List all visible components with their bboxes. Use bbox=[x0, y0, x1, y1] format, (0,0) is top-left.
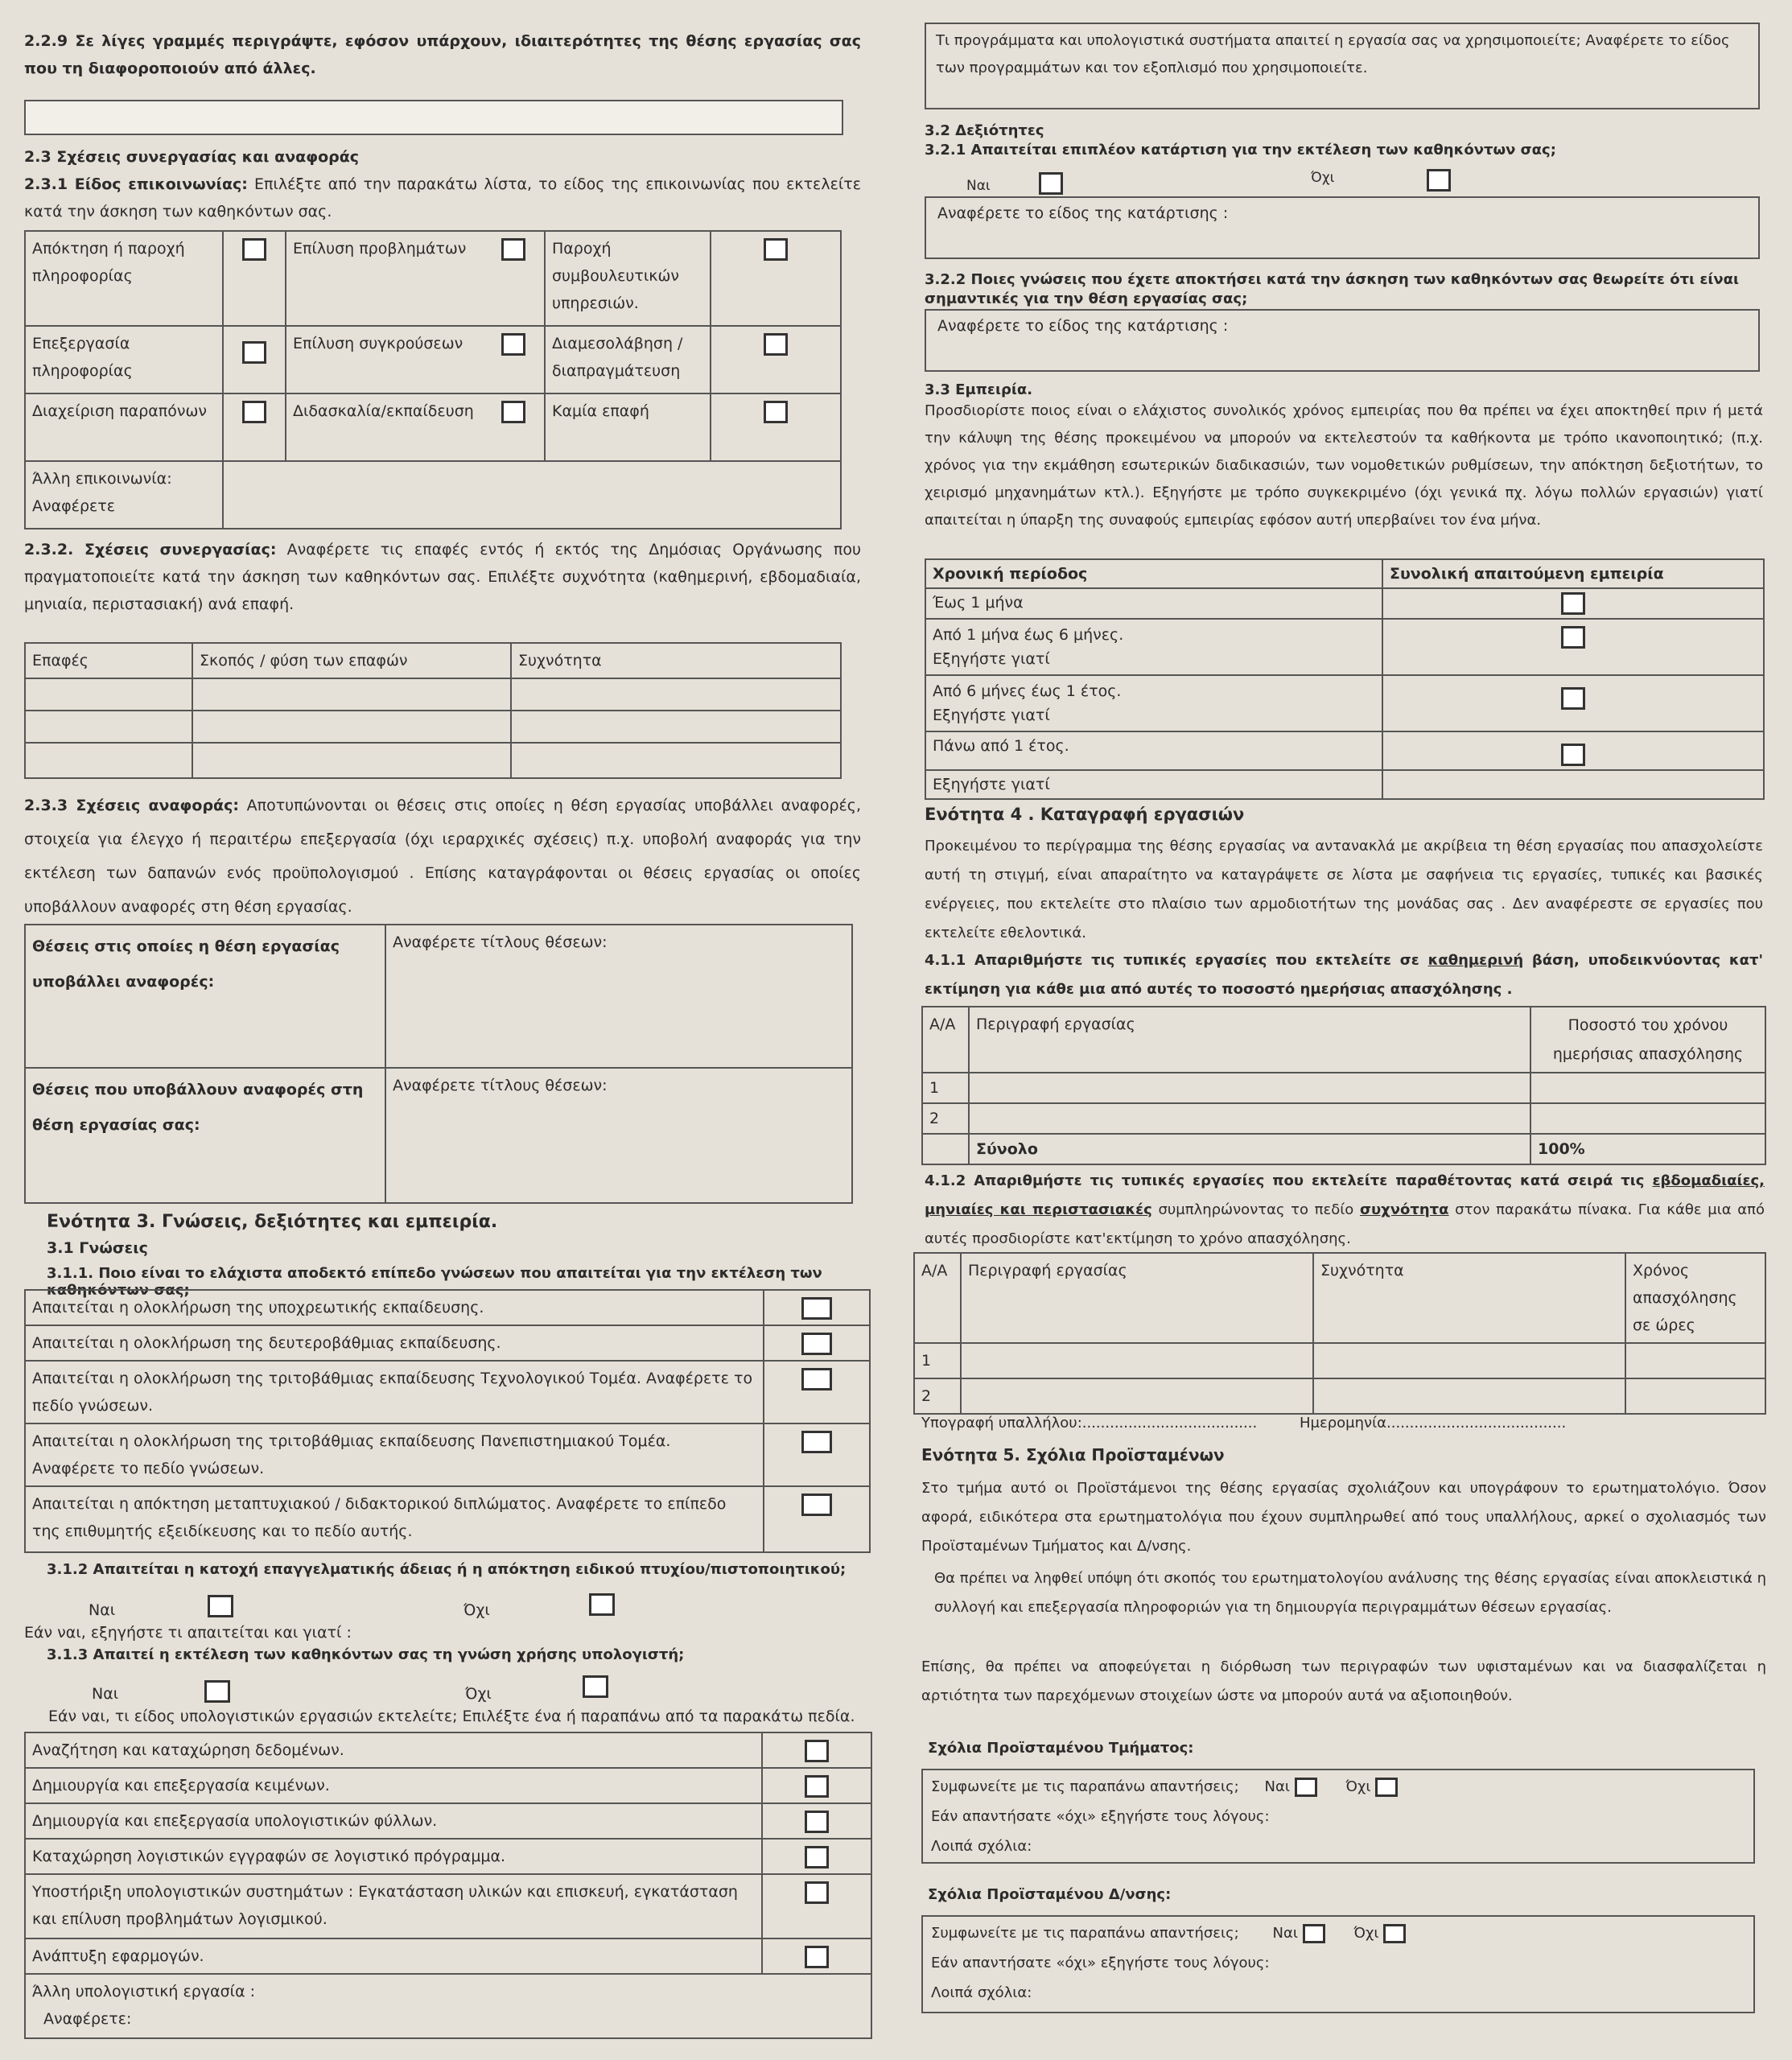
reporting-to-input[interactable]: Αναφέρετε τίτλους θέσεων: bbox=[385, 925, 852, 1068]
checkbox[interactable] bbox=[801, 1368, 832, 1390]
exp-option: Πάνω από 1 έτος. bbox=[925, 731, 1382, 770]
checkbox[interactable] bbox=[242, 238, 266, 261]
s229: 2.2.9 Σε λίγες γραμμές περιγράψτε, εφόσον υπάρχουν, ιδιαιτερότητες της θέσης εργασίας σας που τη διαφοροποιούν από άλλες. bbox=[24, 32, 861, 77]
s321-training-input[interactable] bbox=[925, 196, 1760, 259]
s231-text bbox=[24, 171, 861, 225]
exp-why-table bbox=[925, 769, 1765, 800]
s313-yes-label: Ναι bbox=[92, 1685, 119, 1703]
coop-cell[interactable] bbox=[25, 711, 192, 743]
pc-option: Ανάπτυξη εφαρμογών. bbox=[25, 1938, 762, 1974]
comm-label: Καμία επαφή bbox=[545, 393, 711, 461]
exp-header: Συνολική απαιτούμενη εμπειρία bbox=[1382, 559, 1764, 588]
s412-u: εβδομαδιαίες, μηνιαίες και περιστασιακές bbox=[925, 1172, 1765, 1218]
s412-text bbox=[925, 1167, 1765, 1254]
s322-training-label: Αναφέρετε το είδος της κατάρτισης : bbox=[937, 317, 1229, 335]
signature-line[interactable]: Υπογραφή υπαλλήλου:...................................... bbox=[921, 1415, 1258, 1432]
coop-cell[interactable] bbox=[192, 711, 511, 743]
s229-text bbox=[24, 27, 861, 82]
s321-no-checkbox[interactable] bbox=[1427, 169, 1451, 192]
c2-other[interactable]: Λοιπά σχόλια: bbox=[931, 1984, 1032, 2001]
s313-if: Εάν ναι, τι είδος υπολογιστικών εργασιών εκτελείτε; Επιλέξτε ένα ή παραπάνω από τα παρακάτω πεδία. bbox=[48, 1708, 855, 1725]
comm-label: Διαχείριση παραπόνων bbox=[25, 393, 223, 461]
daily-header: Α/Α bbox=[922, 1007, 969, 1073]
checkbox[interactable] bbox=[501, 238, 525, 261]
c1-no-label: Όχι bbox=[1345, 1778, 1371, 1795]
c2-title: Σχόλια Προϊσταμένου Δ/νσης: bbox=[928, 1886, 1172, 1903]
s311-text: 3.1.1. Ποιο είναι το ελάχιστα αποδεκτό επίπεδο γνώσεων που απαιτείται για την εκτέλεση των καθηκόντων σας; bbox=[47, 1265, 822, 1299]
weekly-cell[interactable] bbox=[1313, 1378, 1625, 1414]
s233-title: 2.3.3 Σχέσεις αναφοράς: bbox=[24, 797, 239, 814]
pc-other-hint: Αναφέρετε: bbox=[43, 2010, 132, 2028]
edu-option: Απαιτείται η ολοκλήρωση της δευτεροβάθμιας εκπαίδευσης. bbox=[25, 1325, 764, 1361]
c2-yes-label: Ναι bbox=[1272, 1925, 1298, 1942]
c1-no-checkbox[interactable] bbox=[1375, 1778, 1398, 1797]
c2-yes-checkbox[interactable] bbox=[1303, 1924, 1325, 1943]
section5-p1: Στο τμήμα αυτό οι Προϊστάμενοι της θέσης εργασίας σχολιάζουν και υπογράφουν το ερωτηματολόγιο. Όσον αφορά, ειδικότερα στα ερωτηματολόγια που έχουν συμπληρωθεί από τους υπαλλήλους, αρκεί ο σχολιασμός των Προϊσταμένων Τμήματος και Δ/νσης. bbox=[921, 1480, 1766, 1555]
section5-title: Ενότητα 5. Σχόλια Προϊσταμένων bbox=[921, 1445, 1225, 1465]
section3-title: Ενότητα 3. Γνώσεις, δεξιότητες και εμπειρία. bbox=[47, 1212, 498, 1232]
weekly-cell[interactable] bbox=[1625, 1343, 1765, 1378]
communication-table bbox=[24, 230, 842, 529]
comm-label: Επεξεργασία πληροφορίας bbox=[25, 326, 223, 393]
section4-text: Προκειμένου το περίγραμμα της θέσης εργασίας να αντανακλά με ακρίβεια τη θέση εργασίας που απασχολείστε αυτή τη στιγμή, είναι απαραίτητο να καταγράψετε σε λίστα με σαφήνεια τις εργασίες, τυπικές και βασικές ενέργειες, που εκτελείτε στο πλαίσιο των αρμοδιοτήτων της μονάδας σας . Δεν αναφέρεστε σε εργασίες που εκτελείτε εθελοντικά. bbox=[925, 838, 1763, 941]
coop-cell[interactable] bbox=[192, 678, 511, 711]
coop-header: Επαφές bbox=[25, 643, 192, 678]
s232-desc: Αναφέρετε τις επαφές εντός ή εκτός της Δημόσιας Οργάνωσης που πραγματοποιείτε κατά την άσκηση των καθηκόντων σας. Επιλέξτε συχνότητα (καθημερινή, εβδομαδιαία, μηνιαία, περιστασιακή) ανά επαφή. bbox=[24, 541, 861, 613]
c1-title: Σχόλια Προϊσταμένου Τμήματος: bbox=[928, 1740, 1194, 1757]
c1-yes-label: Ναι bbox=[1264, 1778, 1290, 1795]
checkbox[interactable] bbox=[801, 1333, 832, 1355]
checkbox[interactable] bbox=[805, 1881, 829, 1904]
coop-cell[interactable] bbox=[25, 743, 192, 778]
s231-desc: Επιλέξτε από την παρακάτω λίστα, το είδος της επικοινωνίας που εκτελείτε κατά την άσκηση των καθηκόντων σας. bbox=[24, 175, 861, 220]
weekly-cell[interactable] bbox=[961, 1378, 1313, 1414]
exp-why: Εξηγήστε γιατί bbox=[933, 707, 1050, 724]
c1-agree: Συμφωνείτε με τις παραπάνω απαντήσεις; bbox=[931, 1778, 1239, 1795]
s412-a: 4.1.2 Απαριθμήστε τις τυπικές εργασίες που εκτελείτε παραθέτοντας κατά σειρά τις bbox=[925, 1172, 1653, 1189]
s232-text bbox=[24, 536, 861, 618]
weekly-cell[interactable] bbox=[961, 1343, 1313, 1378]
pc-option: Καταχώρηση λογιστικών εγγραφών σε λογιστικό πρόγραμμα. bbox=[25, 1839, 762, 1874]
education-table bbox=[24, 1289, 871, 1553]
s312-text: 3.1.2 Απαιτείται η κατοχή επαγγελματικής άδειας ή η απόκτηση ειδικού πτυχίου/πιστοποιητικού; bbox=[47, 1561, 847, 1578]
c2-agree: Συμφωνείτε με τις παραπάνω απαντήσεις; bbox=[931, 1925, 1239, 1942]
c1-box bbox=[921, 1769, 1755, 1864]
s411-text bbox=[925, 946, 1763, 1004]
checkbox[interactable] bbox=[1561, 687, 1585, 710]
row-number: 1 bbox=[922, 1073, 969, 1103]
reporting-from-label: Θέσεις που υποβάλλουν αναφορές στη θέση εργασίας σας: bbox=[25, 1068, 385, 1203]
exp-option: Από 6 μήνες έως 1 έτος. bbox=[933, 682, 1122, 700]
s313-yes-checkbox[interactable] bbox=[204, 1680, 230, 1703]
checkbox[interactable] bbox=[1561, 626, 1585, 649]
daily-cell[interactable] bbox=[1530, 1073, 1765, 1103]
daily-cell[interactable] bbox=[1530, 1103, 1765, 1134]
coop-cell[interactable] bbox=[511, 678, 841, 711]
c2-box bbox=[921, 1915, 1755, 2013]
coop-header: Συχνότητα bbox=[511, 643, 841, 678]
weekly-header: Συχνότητα bbox=[1313, 1253, 1625, 1343]
weekly-header: Περιγραφή εργασίας bbox=[961, 1253, 1313, 1343]
s321-training-label: Αναφέρετε το είδος της κατάρτισης : bbox=[937, 204, 1229, 222]
comm-label: Παροχή συμβουλευτικών υπηρεσιών. bbox=[545, 231, 711, 326]
s312-yes-checkbox[interactable] bbox=[208, 1595, 233, 1617]
coop-cell[interactable] bbox=[192, 743, 511, 778]
exp-option: Έως 1 μήνα bbox=[925, 588, 1382, 619]
software-question: Τι προγράμματα και υπολογιστικά συστήματα απαιτεί η εργασία σας να χρησιμοποιείτε; Αναφέρετε το είδος των προγραμμάτων και τον εξοπλισμό που χρησιμοποιείτε. bbox=[936, 32, 1730, 76]
software-input[interactable] bbox=[925, 23, 1760, 109]
s412-c: στον παρακάτω πίνακα. Για κάθε μια από αυτές προσδιορίστε κατ'εκτίμηση το χρόνο απασχόλησης. bbox=[925, 1201, 1765, 1247]
comm-label: Απόκτηση ή παροχή πληροφορίας bbox=[25, 231, 223, 326]
weekly-cell[interactable] bbox=[1625, 1378, 1765, 1414]
s33-text: Προσδιορίστε ποιος είναι ο ελάχιστος συνολικός χρόνος εμπειρίας που θα πρέπει να έχει αποκτηθεί πριν ή μετά την κάλυψη της θέσης προκειμένου να μπορούν να εκτελεστούν τα καθήκοντα με τρόπο ικανοποιητικό; (π.χ. χρόνος για την εκμάθηση εσωτερικών διαδικασιών, των νομοθετικών ρυθμίσεων, την απόκτηση δεξιοτήτων, το χειρισμό μηχανημάτων κτλ.). Εξηγήστε με τρόπο συγκεκριμένο (όχι γενικά πχ. λόγω πολλών εργασιών) γιατί απαιτείται η ύπαρξη της συναφούς εμπειρίας εφόσον αυτή υπερβαίνει τον ένα μήνα. bbox=[925, 402, 1763, 529]
checkbox[interactable] bbox=[805, 1740, 829, 1762]
reporting-to-label: Θέσεις στις οποίες η θέση εργασίας υποβάλλει αναφορές: bbox=[25, 925, 385, 1068]
cooperation-table bbox=[24, 642, 842, 779]
s312-yes-label: Ναι bbox=[89, 1601, 116, 1619]
row-number: 2 bbox=[922, 1103, 969, 1134]
checkbox[interactable] bbox=[242, 401, 266, 423]
weekly-header: Χρόνος απασχόλησης σε ώρες bbox=[1625, 1253, 1765, 1343]
sum-label: Σύνολο bbox=[969, 1134, 1530, 1164]
coop-cell[interactable] bbox=[511, 711, 841, 743]
s321-label: 3.2.1 Απαιτείται επιπλέον κατάρτιση για την εκτέλεση των καθηκόντων σας; bbox=[925, 142, 1556, 159]
s32-heading: 3.2 Δεξιότητες bbox=[925, 122, 1044, 139]
reporting-from-input[interactable]: Αναφέρετε τίτλους θέσεων: bbox=[385, 1068, 852, 1203]
s233-text bbox=[24, 789, 861, 924]
checkbox[interactable] bbox=[1561, 592, 1585, 615]
section4-title: Ενότητα 4 . Καταγραφή εργασιών bbox=[925, 805, 1245, 824]
daily-header: Περιγραφή εργασίας bbox=[969, 1007, 1530, 1073]
s33-heading: 3.3 Εμπειρία. bbox=[925, 381, 1033, 398]
reporting-table bbox=[24, 924, 853, 1204]
s411-u: καθημερινή bbox=[1427, 952, 1524, 969]
checkbox[interactable] bbox=[1561, 744, 1585, 766]
s313-text: 3.1.3 Απαιτεί η εκτέλεση των καθηκόντων σας τη γνώση χρήσης υπολογιστή; bbox=[47, 1646, 685, 1663]
other-comm-input[interactable] bbox=[223, 461, 841, 529]
daily-header: Ποσοστό του χρόνου ημερήσιας απασχόλησης bbox=[1530, 1007, 1765, 1073]
coop-header: Σκοπός / φύση των επαφών bbox=[192, 643, 511, 678]
checkbox[interactable] bbox=[801, 1297, 832, 1320]
pc-option: Υποστήριξη υπολογιστικών συστημάτων : Εγκατάσταση υλικών και επισκευή, εγκατάσταση και επίλυση προβλημάτων λογισμικού. bbox=[25, 1874, 762, 1938]
checkbox[interactable] bbox=[805, 1775, 829, 1798]
checkbox[interactable] bbox=[242, 341, 266, 364]
c2-no-checkbox[interactable] bbox=[1383, 1924, 1406, 1943]
exp-why-label: Εξηγήστε γιατί bbox=[925, 770, 1382, 799]
c1-yes-checkbox[interactable] bbox=[1295, 1778, 1317, 1797]
c1-other[interactable]: Λοιπά σχόλια: bbox=[931, 1838, 1032, 1855]
exp-header: Χρονική περίοδος bbox=[925, 559, 1382, 588]
sum-value: 100% bbox=[1530, 1134, 1765, 1164]
checkbox[interactable] bbox=[805, 1811, 829, 1833]
coop-cell[interactable] bbox=[511, 743, 841, 778]
pc-other-label: Άλλη υπολογιστική εργασία : bbox=[32, 1983, 256, 2000]
checkbox[interactable] bbox=[805, 1846, 829, 1868]
coop-cell[interactable] bbox=[25, 678, 192, 711]
checkbox[interactable] bbox=[805, 1946, 829, 1968]
pc-option: Δημιουργία και επεξεργασία υπολογιστικών φύλλων. bbox=[25, 1803, 762, 1839]
edu-option: Απαιτείται η απόκτηση μεταπτυχιακού / διδακτορικού διπλώματος. Αναφέρετε το επίπεδο της επιθυμητής εξειδίκευσης και το πεδίο αυτής. bbox=[25, 1486, 764, 1552]
checkbox[interactable] bbox=[764, 401, 788, 423]
edu-option: Απαιτείται η ολοκλήρωση της τριτοβάθμιας εκπαίδευσης Τεχνολογικού Τομέα. Αναφέρετε το πεδίο γνώσεων. bbox=[25, 1361, 764, 1423]
edu-option: Απαιτείται η ολοκλήρωση της τριτοβάθμιας εκπαίδευσης Πανεπιστημιακού Τομέα. Αναφέρετε το πεδίο γνώσεων. bbox=[25, 1423, 764, 1486]
other-comm-hint: Αναφέρετε bbox=[32, 497, 115, 515]
daily-tasks-table bbox=[921, 1006, 1766, 1165]
s322-input[interactable] bbox=[925, 309, 1760, 372]
s231-title: 2.3.1 Είδος επικοινωνίας: bbox=[24, 175, 248, 193]
s322-text: 3.2.2 Ποιες γνώσεις που έχετε αποκτήσει κατά την άσκηση των καθηκόντων σας θεωρείτε ότι είναι σημαντικές για την θέση εργασίας σας; bbox=[925, 271, 1740, 307]
checkbox[interactable] bbox=[501, 401, 525, 423]
pc-option: Δημιουργία και επεξεργασία κειμένων. bbox=[25, 1768, 762, 1803]
comm-label: Διδασκαλία/εκπαίδευση bbox=[286, 393, 483, 461]
s313-no-label: Όχι bbox=[465, 1685, 492, 1703]
section5-p2: Θα πρέπει να ληφθεί υπόψη ότι σκοπός του ερωτηματολογίου ανάλυσης της θέσης εργασίας είναι αποκλειστικά η συλλογή και επεξεργασία πληροφοριών για τη δημιουργία περιγραμμάτων θέσεων εργασίας. bbox=[934, 1570, 1766, 1616]
s312-no-label: Όχι bbox=[463, 1601, 490, 1619]
s321-yes-checkbox[interactable] bbox=[1039, 172, 1063, 195]
s312-if: Εάν ναι, εξηγήστε τι απαιτείται και γιατί : bbox=[24, 1624, 352, 1642]
comm-label: Επίλυση συγκρούσεων bbox=[286, 326, 483, 393]
c2-if-no[interactable]: Εάν απαντήσατε «όχι» εξηγήστε τους λόγους: bbox=[931, 1955, 1270, 1971]
s232-title: 2.3.2. Σχέσεις συνεργασίας: bbox=[24, 541, 277, 558]
checkbox[interactable] bbox=[764, 333, 788, 356]
s411-a: 4.1.1 Απαριθμήστε τις τυπικές εργασίες που εκτελείτε σε bbox=[925, 952, 1428, 969]
checkbox[interactable] bbox=[764, 238, 788, 261]
s313-no-checkbox[interactable] bbox=[583, 1675, 608, 1698]
s233-desc: Αποτυπώνονται οι θέσεις στις οποίες η θέση εργασίας υποβάλλει αναφορές, στοιχεία για έλεγχο ή περαιτέρω επεξεργασία (όχι ιεραρχικές σχέσεις) π.χ. υποβολή αναφοράς για την εκτέλεση των δαπανών ενός προϋπολογισμού . Επίσης καταγράφονται οι θέσεις εργασίας οι οποίες υποβάλλουν αναφορές στη θέση εργασίας. bbox=[24, 797, 861, 916]
s312-no-checkbox[interactable] bbox=[589, 1593, 615, 1616]
exp-why-input[interactable] bbox=[1382, 770, 1764, 799]
computer-tasks-table bbox=[24, 1732, 872, 2039]
edu-option: Απαιτείται η ολοκλήρωση της υποχρεωτικής εκπαίδευσης. bbox=[25, 1290, 764, 1325]
checkbox[interactable] bbox=[801, 1494, 832, 1516]
c2-no-label: Όχι bbox=[1353, 1925, 1379, 1942]
weekly-header: Α/Α bbox=[914, 1253, 961, 1343]
comm-label: Επίλυση προβλημάτων bbox=[286, 231, 483, 326]
pc-option: Αναζήτηση και καταχώρηση δεδομένων. bbox=[25, 1732, 762, 1768]
s411-b: βάση, υποδεικνύοντας κατ' εκτίμηση για κάθε μια από αυτές το ποσοστό ημερήσιας απασχόλησης . bbox=[925, 952, 1764, 998]
row-number: 2 bbox=[914, 1378, 961, 1414]
s23-heading: 2.3 Σχέσεις συνεργασίας και αναφοράς bbox=[24, 148, 360, 166]
s412-u2: συχνότητα bbox=[1359, 1201, 1449, 1218]
s229-input[interactable] bbox=[24, 100, 843, 135]
s321-no-label: Όχι bbox=[1311, 170, 1335, 186]
section5-p3: Επίσης, θα πρέπει να αποφεύγεται η διόρθωση των περιγραφών των υφισταμένων και να διασφαλίζεται η αρτιότητα των παρεχόμενων στοιχείων ώστε να μπορούν αυτά να αξιοποιηθούν. bbox=[921, 1658, 1766, 1704]
s31-heading: 3.1 Γνώσεις bbox=[47, 1239, 148, 1257]
checkbox[interactable] bbox=[501, 333, 525, 356]
s321-text bbox=[925, 142, 1556, 159]
weekly-tasks-table bbox=[913, 1252, 1766, 1415]
s412-b: συμπληρώνοντας το πεδίο bbox=[1151, 1201, 1360, 1218]
pc-other-input[interactable] bbox=[25, 1974, 871, 2038]
c1-if-no[interactable]: Εάν απαντήσατε «όχι» εξηγήστε τους λόγους: bbox=[931, 1808, 1270, 1825]
daily-cell[interactable] bbox=[969, 1073, 1530, 1103]
daily-cell[interactable] bbox=[969, 1103, 1530, 1134]
other-comm-label: Άλλη επικοινωνία: bbox=[32, 470, 172, 488]
exp-why: Εξηγήστε γιατί bbox=[933, 650, 1050, 668]
experience-table bbox=[925, 558, 1765, 771]
checkbox[interactable] bbox=[801, 1431, 832, 1453]
exp-option: Από 1 μήνα έως 6 μήνες. bbox=[933, 626, 1124, 644]
date-line[interactable]: Ημερομηνία....................................... bbox=[1300, 1415, 1567, 1432]
comm-label: Διαμεσολάβηση / διαπραγμάτευση bbox=[545, 326, 711, 393]
s321-yes-label: Ναι bbox=[966, 178, 991, 194]
row-number: 1 bbox=[914, 1343, 961, 1378]
weekly-cell[interactable] bbox=[1313, 1343, 1625, 1378]
